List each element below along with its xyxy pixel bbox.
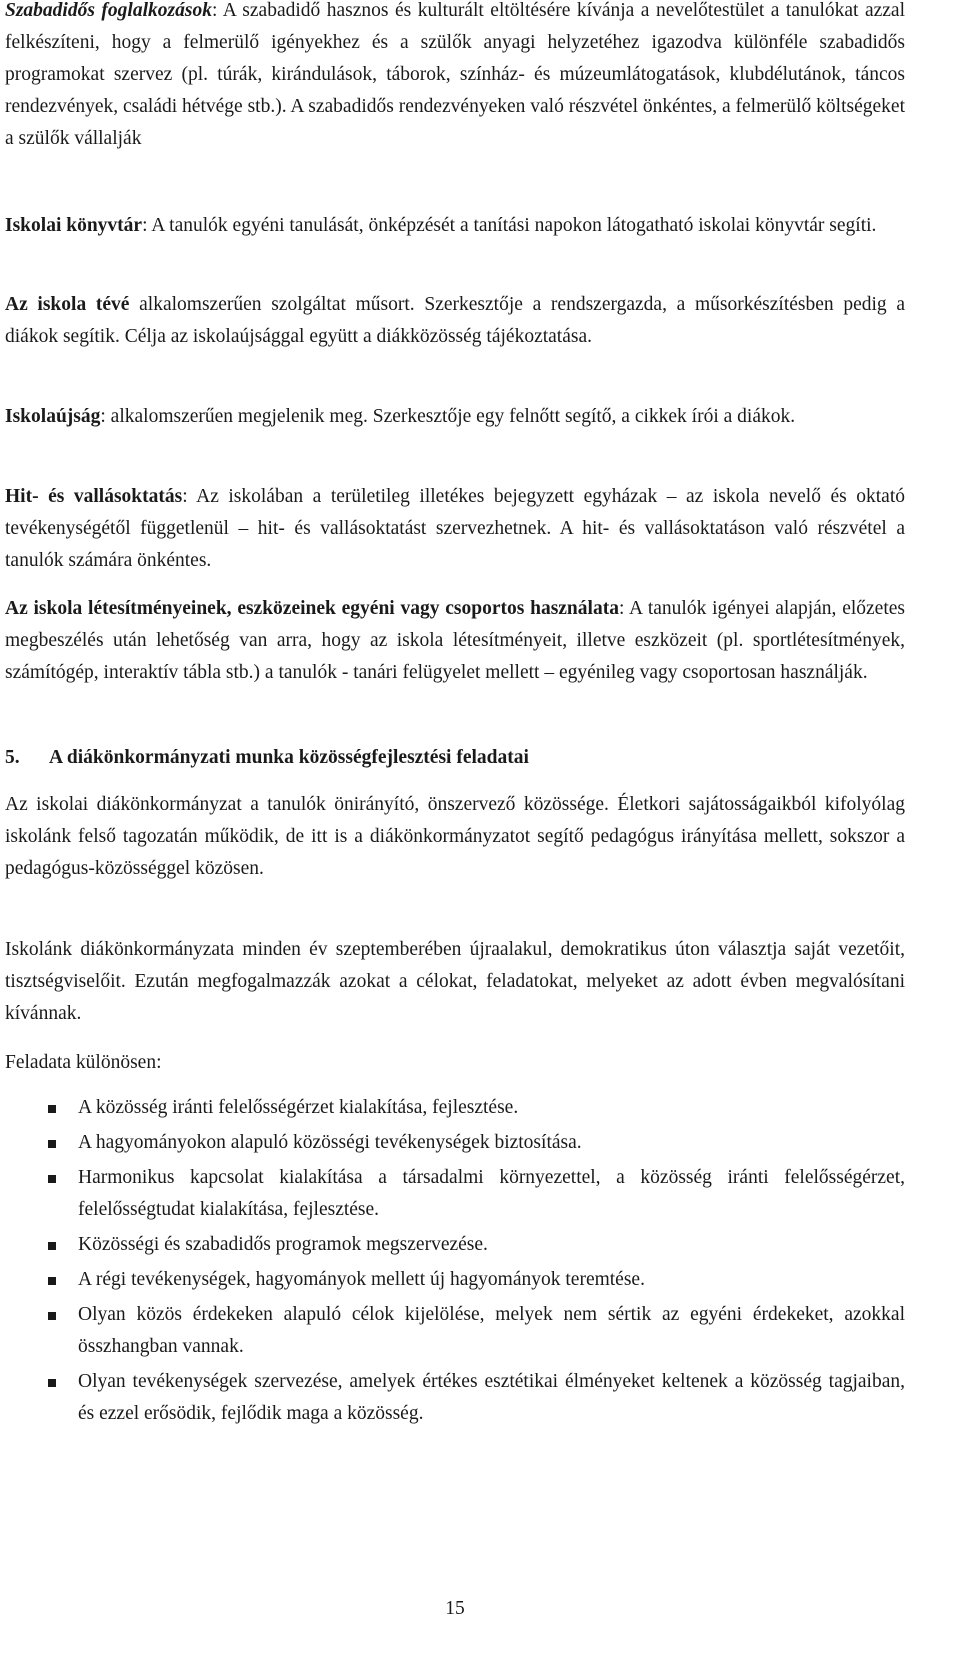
teve-title: Az iskola tévé <box>5 294 130 315</box>
hit-title: Hit- és vallásoktatás <box>5 486 183 507</box>
square-bullet-icon <box>48 1379 56 1387</box>
ujsag-title: Iskolaújság <box>5 406 101 427</box>
square-bullet-icon <box>48 1242 56 1250</box>
paragraph-hit <box>5 481 905 577</box>
hit-text: : Az iskolában a területileg illetékes bejegyzett egyházak – az iskola nevelő és oktató tevékenységétől függetlenül – hit- és vallásoktatást szervezhetnek. A hit- és vallásoktatáson való részvétel a tanulók számára önkéntes. <box>5 486 905 571</box>
page-number: 15 <box>445 1598 465 1619</box>
list-item: A közösség iránti felelősségérzet kialakítása, fejlesztése. <box>5 1092 905 1124</box>
square-bullet-icon <box>48 1140 56 1148</box>
paragraph-konyvtar <box>5 210 905 242</box>
section-5-paragraph-2 <box>5 934 905 1030</box>
paragraph-ujsag <box>5 401 905 433</box>
square-bullet-icon <box>48 1105 56 1113</box>
konyvtar-title: Iskolai könyvtár <box>5 215 143 236</box>
list-item: Harmonikus kapcsolat kialakítása a társadalmi környezettel, a közösség iránti felelősségérzet, felelősségtudat kialakítása, fejlesztése. <box>5 1162 905 1226</box>
section-5-p2: Iskolánk diákönkormányzata minden év szeptemberében újraalakul, demokratikus úton választja saját vezetőit, tisztségviselőit. Ezután megfogalmazzák azokat a célokat, feladatokat, melyeket az adott évben megvalósítani kívánnak. <box>5 939 905 1024</box>
bullets-intro <box>5 1047 905 1079</box>
section-number: 5. <box>5 747 20 768</box>
bullet-list <box>5 1092 905 1430</box>
square-bullet-icon <box>48 1277 56 1285</box>
konyvtar-text: : A tanulók egyéni tanulását, önképzését a tanítási napokon látogatható iskolai könyvtár segíti. <box>142 215 877 236</box>
paragraph-teve <box>5 289 905 353</box>
feladata-intro: Feladata különösen: <box>5 1052 162 1073</box>
section-5-p1: Az iskolai diákönkormányzat a tanulók önirányító, önszervező közössége. Életkori sajátosságaikból kifolyólag iskolánk felső tagozatán működik, de itt is a diákönkormányzatot segítő pedagógus irányítása mellett, sokszor a pedagógus-közösséggel közösen. <box>5 794 905 879</box>
section-title: A diákönkormányzati munka közösségfejlesztési feladatai <box>49 747 529 768</box>
list-item: Olyan tevékenységek szervezése, amelyek értékes esztétikai élményeket keltenek a közösség tagjaiban, és ezzel erősödik, fejlődik maga a közösség. <box>5 1366 905 1430</box>
letesitmeny-text: : A tanulók igényei alapján, előzetes megbeszélés után lehetőség van arra, hogy az iskola létesítményeit, illetve eszközeit (pl. sportlétesítmények, számítógép, interaktív tábla stb.) a tanulók - tanári felügyelet mellett – egyénileg vagy csoportosan használják. <box>5 598 905 683</box>
paragraph-letesitmeny <box>5 593 905 689</box>
square-bullet-icon <box>48 1175 56 1183</box>
list-item: Olyan közös érdekeken alapuló célok kijelölése, melyek nem sértik az egyéni érdekeket, azokkal összhangban vannak. <box>5 1299 905 1363</box>
list-item: A régi tevékenységek, hagyományok mellett új hagyományok teremtése. <box>5 1264 905 1296</box>
section-5-heading <box>5 742 905 774</box>
szabadido-title: Szabadidős foglalkozások <box>5 0 212 21</box>
list-item: Közösségi és szabadidős programok megszervezése. <box>5 1229 905 1261</box>
paragraph-szabadido <box>5 0 905 155</box>
letesitmeny-title: Az iskola létesítményeinek, eszközeinek egyéni vagy csoportos használata <box>5 598 619 619</box>
szabadido-text: : A szabadidő hasznos és kulturált eltöltésére kívánja a nevelőtestület a tanulókat azzal felkészíteni, hogy a felmerülő igényekhez és a szülők anyagi helyzetéhez igazodva különféle szabadidős programokat szervez (pl. túrák, kirándulások, táborok, színház- és múzeumlátogatások, klubdélutánok, táncos rendezvények, családi hétvége stb.). A szabadidős rendezvényeken való részvétel önkéntes, a felmerülő költségeket a szülők vállalják <box>5 0 905 149</box>
square-bullet-icon <box>48 1312 56 1320</box>
section-5-paragraph-1 <box>5 789 905 885</box>
teve-text: alkalomszerűen szolgáltat műsort. Szerkesztője a rendszergazda, a műsorkészítésben pedig a diákok segítik. Célja az iskolaújsággal együtt a diákközösség tájékoztatása. <box>5 294 905 347</box>
ujsag-text: : alkalomszerűen megjelenik meg. Szerkesztője egy felnőtt segítő, a cikkek írói a diákok. <box>100 406 796 427</box>
list-item: A hagyományokon alapuló közösségi tevékenységek biztosítása. <box>5 1127 905 1159</box>
